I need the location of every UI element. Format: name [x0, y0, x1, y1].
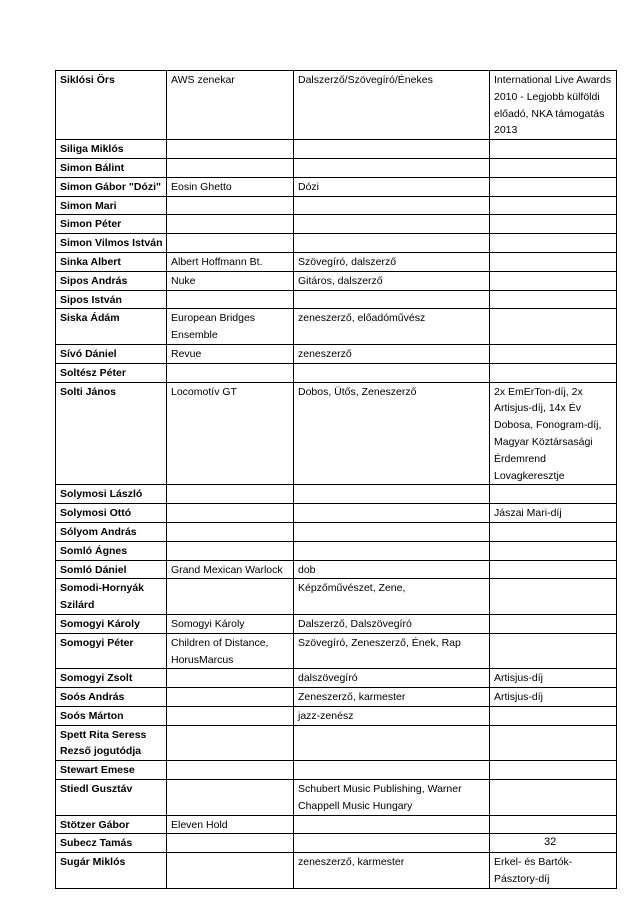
role-cell — [294, 158, 490, 177]
group-cell — [167, 834, 294, 853]
award-cell — [490, 196, 617, 215]
role-cell — [294, 363, 490, 382]
name-cell: Siklósi Örs — [56, 71, 167, 140]
award-cell — [490, 252, 617, 271]
name-cell: Siliga Miklós — [56, 140, 167, 159]
group-cell: European Bridges Ensemble — [167, 309, 294, 345]
group-cell — [167, 363, 294, 382]
table-row — [56, 853, 617, 889]
table-row — [56, 290, 617, 309]
award-cell — [490, 633, 617, 669]
role-cell — [294, 541, 490, 560]
name-cell: Simon Péter — [56, 215, 167, 234]
name-cell: Sipos András — [56, 271, 167, 290]
name-cell: Somogyi Károly — [56, 614, 167, 633]
role-cell — [294, 504, 490, 523]
name-cell: Sipos István — [56, 290, 167, 309]
award-cell: Artisjus-díj — [490, 688, 617, 707]
table-row — [56, 234, 617, 253]
award-cell — [490, 363, 617, 382]
table-row — [56, 177, 617, 196]
table-row — [56, 815, 617, 834]
award-cell: 2x EmErTon-díj, 2x Artisjus-díj, 14x Év Dobosa, Fonogram-díj, Magyar Köztársasági Érdemrend Lovagkeresztje — [490, 382, 617, 485]
award-cell — [490, 158, 617, 177]
role-cell: Dalszerző/Szövegíró/Énekes — [294, 71, 490, 140]
group-cell: Grand Mexican Warlock — [167, 560, 294, 579]
name-cell: Soltész Péter — [56, 363, 167, 382]
name-cell: Solymosi László — [56, 485, 167, 504]
table-row — [56, 158, 617, 177]
role-cell — [294, 215, 490, 234]
role-cell — [294, 196, 490, 215]
role-cell: Dalszerző, Dalszövegíró — [294, 614, 490, 633]
name-cell: Somodi-Hornyák Szilárd — [56, 579, 167, 615]
table-body — [56, 71, 617, 889]
role-cell: Dózi — [294, 177, 490, 196]
group-cell — [167, 140, 294, 159]
table-row — [56, 834, 617, 853]
role-cell: Dobos, Ütős, Zeneszerző — [294, 382, 490, 485]
table-row — [56, 579, 617, 615]
award-cell — [490, 215, 617, 234]
name-cell: Simon Bálint — [56, 158, 167, 177]
group-cell — [167, 485, 294, 504]
table-row — [56, 725, 617, 761]
group-cell — [167, 780, 294, 816]
name-cell: Simon Vilmos István — [56, 234, 167, 253]
group-cell: Revue — [167, 344, 294, 363]
role-cell: zeneszerző, karmester — [294, 853, 490, 889]
role-cell — [294, 725, 490, 761]
name-cell: Siska Ádám — [56, 309, 167, 345]
role-cell: jazz-zenész — [294, 706, 490, 725]
table-row — [56, 215, 617, 234]
table-row — [56, 541, 617, 560]
group-cell — [167, 290, 294, 309]
group-cell: Eosin Ghetto — [167, 177, 294, 196]
group-cell — [167, 234, 294, 253]
name-cell: Sinka Albert — [56, 252, 167, 271]
award-cell — [490, 177, 617, 196]
award-cell: Jászai Mari-díj — [490, 504, 617, 523]
table-row — [56, 614, 617, 633]
award-cell — [490, 271, 617, 290]
role-cell — [294, 140, 490, 159]
role-cell: Schubert Music Publishing, Warner Chappell Music Hungary — [294, 780, 490, 816]
group-cell — [167, 196, 294, 215]
table-row — [56, 382, 617, 485]
award-cell — [490, 761, 617, 780]
group-cell — [167, 669, 294, 688]
group-cell — [167, 706, 294, 725]
group-cell — [167, 688, 294, 707]
table-row — [56, 271, 617, 290]
role-cell: Szövegíró, dalszerző — [294, 252, 490, 271]
name-cell: Sugár Miklós — [56, 853, 167, 889]
award-cell — [490, 560, 617, 579]
artist-table — [55, 70, 617, 889]
group-cell — [167, 158, 294, 177]
table-row — [56, 706, 617, 725]
group-cell: Children of Distance, HorusMarcus — [167, 633, 294, 669]
role-cell: Képzőművészet, Zene, — [294, 579, 490, 615]
table-row — [56, 669, 617, 688]
table-row — [56, 780, 617, 816]
name-cell: Somló Dániel — [56, 560, 167, 579]
role-cell — [294, 761, 490, 780]
award-cell: Artisjus-díj — [490, 669, 617, 688]
table-row — [56, 363, 617, 382]
group-cell — [167, 853, 294, 889]
role-cell: zeneszerző, előadóművész — [294, 309, 490, 345]
role-cell — [294, 815, 490, 834]
table-row — [56, 196, 617, 215]
name-cell: Solymosi Ottó — [56, 504, 167, 523]
group-cell: Albert Hoffmann Bt. — [167, 252, 294, 271]
award-cell: International Live Awards 2010 - Legjobb külföldi előadó, NKA támogatás 2013 — [490, 71, 617, 140]
table-row — [56, 252, 617, 271]
group-cell: Locomotív GT — [167, 382, 294, 485]
award-cell — [490, 706, 617, 725]
table-row — [56, 560, 617, 579]
role-cell: dob — [294, 560, 490, 579]
name-cell: Somló Ágnes — [56, 541, 167, 560]
role-cell: zeneszerző — [294, 344, 490, 363]
table-row — [56, 522, 617, 541]
name-cell: Stiedl Gusztáv — [56, 780, 167, 816]
award-cell — [490, 290, 617, 309]
role-cell — [294, 834, 490, 853]
name-cell: Somogyi Péter — [56, 633, 167, 669]
role-cell: Gitáros, dalszerző — [294, 271, 490, 290]
name-cell: Somogyi Zsolt — [56, 669, 167, 688]
group-cell: Nuke — [167, 271, 294, 290]
table-row — [56, 309, 617, 345]
role-cell: Zeneszerző, karmester — [294, 688, 490, 707]
table-row — [56, 485, 617, 504]
name-cell: Sívó Dániel — [56, 344, 167, 363]
group-cell — [167, 504, 294, 523]
award-cell — [490, 234, 617, 253]
group-cell — [167, 541, 294, 560]
name-cell: Stötzer Gábor — [56, 815, 167, 834]
award-cell — [490, 309, 617, 345]
role-cell — [294, 485, 490, 504]
award-cell — [490, 344, 617, 363]
table-row — [56, 761, 617, 780]
group-cell — [167, 761, 294, 780]
table-row — [56, 71, 617, 140]
role-cell — [294, 234, 490, 253]
name-cell: Spett Rita Seress Rezső jogutódja — [56, 725, 167, 761]
group-cell: Eleven Hold — [167, 815, 294, 834]
award-cell — [490, 725, 617, 761]
group-cell — [167, 725, 294, 761]
name-cell: Stewart Emese — [56, 761, 167, 780]
table-row — [56, 344, 617, 363]
award-cell — [490, 614, 617, 633]
award-cell — [490, 140, 617, 159]
award-cell — [490, 522, 617, 541]
name-cell: Soós Márton — [56, 706, 167, 725]
role-cell: dalszövegíró — [294, 669, 490, 688]
group-cell — [167, 215, 294, 234]
name-cell: Soós András — [56, 688, 167, 707]
table-row — [56, 688, 617, 707]
name-cell: Subecz Tamás — [56, 834, 167, 853]
name-cell: Solti János — [56, 382, 167, 485]
name-cell: Simon Gábor "Dózi" — [56, 177, 167, 196]
name-cell: Sólyom András — [56, 522, 167, 541]
group-cell: AWS zenekar — [167, 71, 294, 140]
award-cell — [490, 579, 617, 615]
award-cell — [490, 541, 617, 560]
role-cell — [294, 522, 490, 541]
award-cell — [490, 485, 617, 504]
group-cell — [167, 522, 294, 541]
name-cell: Simon Mari — [56, 196, 167, 215]
award-cell — [490, 780, 617, 816]
group-cell — [167, 579, 294, 615]
role-cell: Szövegíró, Zeneszerző, Ének, Rap — [294, 633, 490, 669]
group-cell: Somogyi Károly — [167, 614, 294, 633]
table-row — [56, 504, 617, 523]
award-cell — [490, 815, 617, 834]
award-cell: Erkel- és Bartók-Pásztory-díj — [490, 853, 617, 889]
table-row — [56, 633, 617, 669]
page-number: 32 — [544, 836, 557, 848]
table-row — [56, 140, 617, 159]
role-cell — [294, 290, 490, 309]
